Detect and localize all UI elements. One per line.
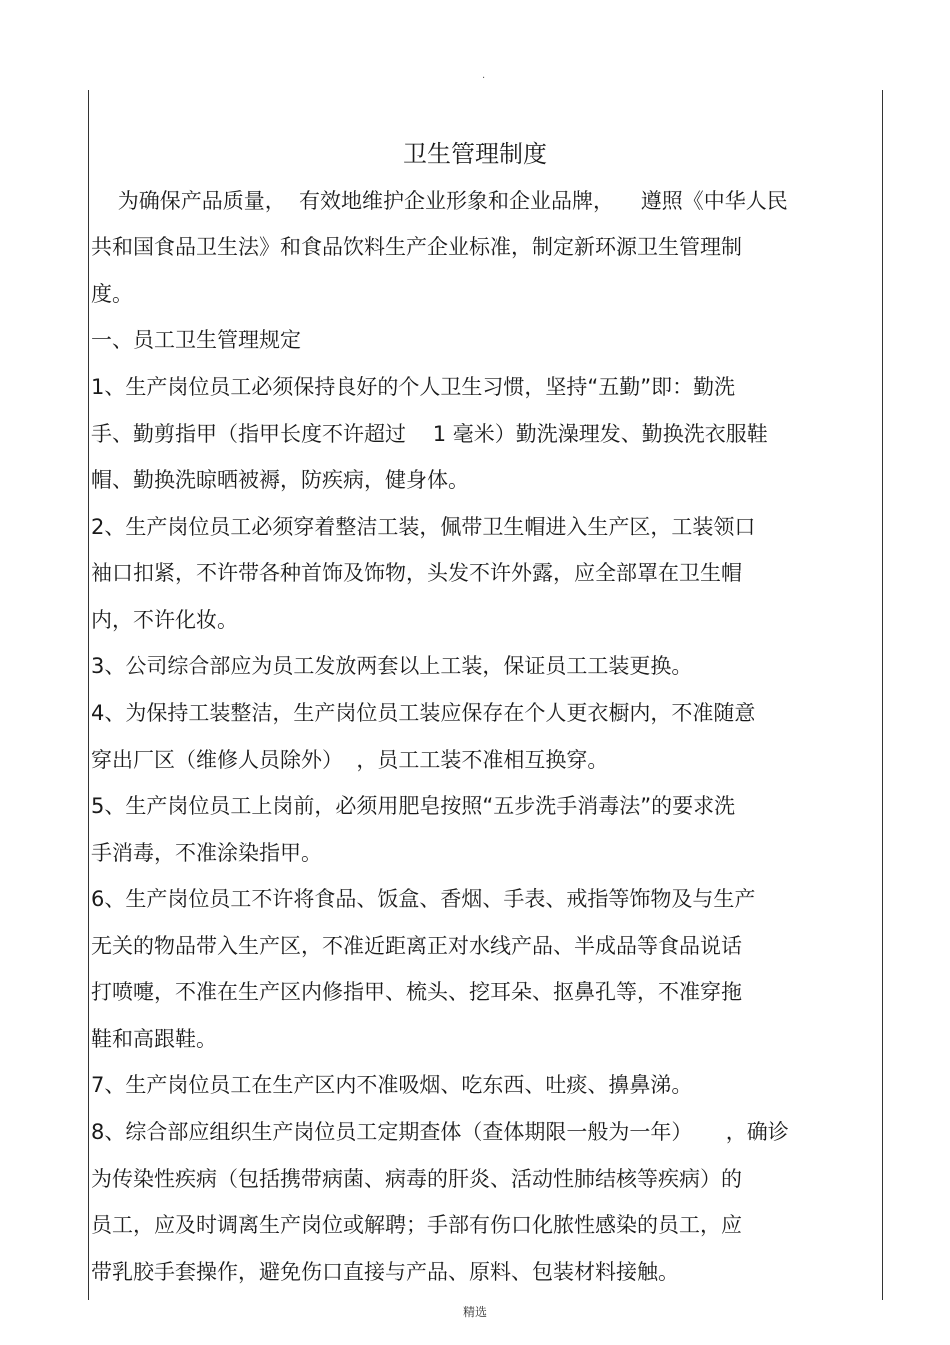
text-line: 共和国食品卫生法》和食品饮料生产企业标准，制定新环源卫生管理制 xyxy=(91,235,742,259)
text-line: 2、生产岗位员工必须穿着整洁工装，佩带卫生帽进入生产区，工装领口 xyxy=(91,515,756,539)
text-line: 手消毒，不准涂染指甲。 xyxy=(91,841,322,865)
text-line: 鞋和高跟鞋。 xyxy=(91,1027,217,1051)
header-dot: . xyxy=(482,70,486,81)
left-border-line xyxy=(88,90,89,1300)
text-line: 帽、勤换洗晾晒被褥，防疾病，健身体。 xyxy=(91,468,469,492)
text-line: 7、生产岗位员工在生产区内不准吸烟、吃东西、吐痰、擤鼻涕。 xyxy=(91,1073,693,1097)
text-line: 袖口扣紧，不许带各种首饰及饰物，头发不许外露，应全部罩在卫生帽 xyxy=(91,561,742,585)
right-border-line xyxy=(882,90,883,1300)
text-line: 6、生产岗位员工不许将食品、饭盒、香烟、手表、戒指等饰物及与生产 xyxy=(91,887,756,911)
text-line: 为确保产品质量， 有效地维护企业形象和企业品牌， 遵照《中华人民 xyxy=(91,189,788,213)
section-heading: 一、员工卫生管理规定 xyxy=(91,328,301,352)
text-line: 度。 xyxy=(91,282,133,306)
text-line: 1、生产岗位员工必须保持良好的个人卫生习惯，坚持“五勤”即：勤洗 xyxy=(91,375,736,399)
text-line: 3、公司综合部应为员工发放两套以上工装，保证员工工装更换。 xyxy=(91,654,693,678)
text-line: 无关的物品带入生产区，不准近距离正对水线产品、半成品等食品说话 xyxy=(91,934,742,958)
text-line: 带乳胶手套操作，避免伤口直接与产品、原料、包装材料接触。 xyxy=(91,1260,679,1284)
text-line: 员工，应及时调离生产岗位或解聘；手部有伤口化脓性感染的员工，应 xyxy=(91,1213,742,1237)
text-line: 5、生产岗位员工上岗前，必须用肥皂按照“五步洗手消毒法”的要求洗 xyxy=(91,794,736,818)
text-line: 打喷嚏，不准在生产区内修指甲、梳头、挖耳朵、抠鼻孔等，不准穿拖 xyxy=(91,980,742,1004)
text-line: 为传染性疾病（包括携带病菌、病毒的肝炎、活动性肺结核等疾病）的 xyxy=(91,1167,742,1191)
text-line: 穿出厂区（维修人员除外） ，员工工装不准相互换穿。 xyxy=(91,748,609,772)
footer-label: 精选 xyxy=(462,1305,487,1319)
text-line: 8、综合部应组织生产岗位员工定期查体（查体期限一般为一年） ，确诊 xyxy=(91,1120,789,1144)
document-title: 卫生管理制度 xyxy=(403,140,547,168)
text-line: 4、为保持工装整洁，生产岗位员工装应保存在个人更衣橱内，不准随意 xyxy=(91,701,756,725)
text-line: 内，不许化妆。 xyxy=(91,608,238,632)
text-line: 手、勤剪指甲（指甲长度不许超过 1 毫米）勤洗澡理发、勤换洗衣服鞋 xyxy=(91,422,768,446)
